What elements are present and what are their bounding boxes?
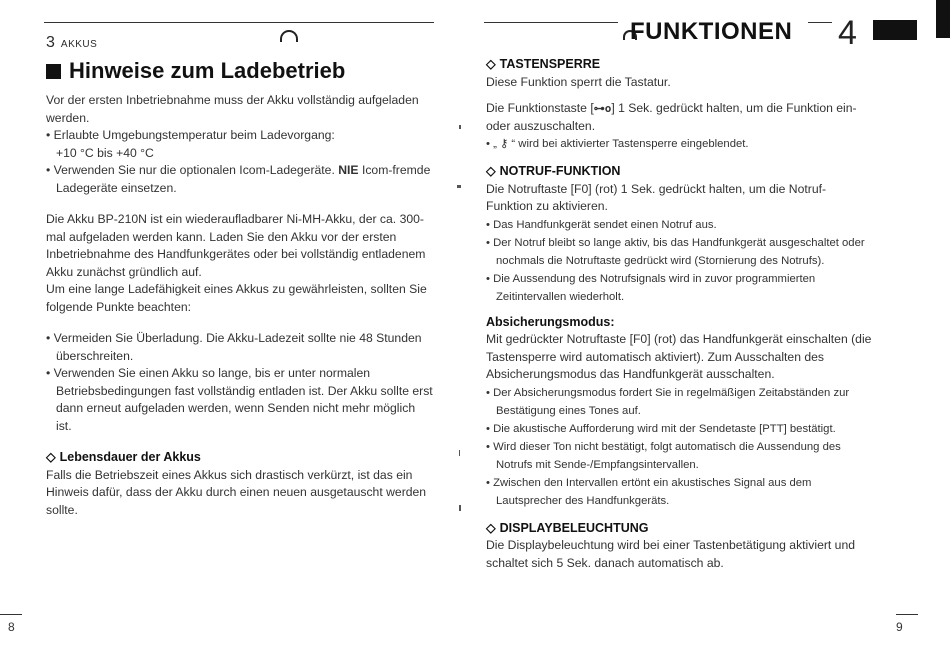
footer-rule — [896, 614, 918, 615]
bullet-item: • Verwenden Sie einen Akku so lange, bis er unter normalen Betriebsbedingungen fast vollständig entladen ist. Der Akku sollte erst dann erneut aufgeladen werden, wenn Senden nicht mehr möglich ist. — [46, 366, 433, 433]
square-bullet-icon — [46, 64, 61, 79]
paragraph: Die Akku BP-210N ist ein wiederaufladbarer Ni-MH-Akku, der ca. 300-mal aufgeladen werden kann. Laden Sie den Akku vor der ersten Inbetriebnahme des Handfunkgerätes oder bei vollständig entladenem Akku zunächst gründlich auf. — [46, 212, 426, 279]
paragraph: Falls die Betriebszeit eines Akkus sich drastisch verkürzt, ist das ein Hinweis dafür, dass der Akku durch einen neuen ausgetauscht werden sollte. — [46, 467, 427, 517]
corner-tab — [936, 0, 950, 38]
left-page — [0, 0, 470, 652]
bullet-item: • Der Absicherungsmodus fordert Sie in regelmäßigen Zeitabständen zur Bestätigung eines Tones auf. — [486, 386, 850, 417]
gutter-mark — [459, 505, 461, 511]
subsection-heading: Absicherungsmodus: — [486, 314, 615, 329]
diamond-icon: ◇ — [486, 520, 496, 535]
gutter-mark — [457, 185, 461, 188]
left-body — [46, 92, 434, 519]
diamond-icon: ◇ — [46, 450, 56, 464]
header-rule — [44, 22, 434, 23]
antenna-icon — [280, 30, 298, 42]
paragraph: Die Notruftaste [F0] (rot) 1 Sek. gedrückt halten, um die Notruf-Funktion zu aktivieren. — [486, 181, 827, 213]
diamond-icon: ◇ — [486, 164, 496, 178]
section-heading: ◇ Lebensdauer der Akkus — [46, 450, 201, 464]
paragraph: Mit gedrückter Notruftaste [F0] (rot) das Handfunkgerät einschalten (die Tastensperre wird automatisch aktiviert). Zum Ausschalten des Absicherungsmodus das Handfunkgerät ausschalten. — [486, 332, 872, 381]
bullet-sub: +10 °C bis +40 °C — [56, 145, 154, 160]
bullet-item: • Der Notruf bleibt so lange aktiv, bis das Handfunkgerät ausgeschaltet oder nochmals die Notruftaste gedrückt wird (Stornierung des Notrufs). — [486, 236, 865, 267]
bullet-item: • Vermeiden Sie Überladung. Die Akku-Ladezeit sollte nie 48 Stunden überschreiten. — [46, 331, 422, 363]
bullet-item: • Die Aussendung des Notrufsignals wird in zuvor programmierten Zeitintervallen wiederholt. — [486, 272, 816, 303]
chapter-number: 3 — [46, 34, 55, 51]
page-number: 9 — [896, 620, 903, 634]
bullet-item: • „ ⚷ “ wird bei aktivierter Tastensperre eingeblendet. — [486, 138, 749, 150]
chapter-header — [46, 34, 97, 52]
page-number: 8 — [8, 620, 15, 634]
right-body — [486, 56, 872, 572]
section-heading: ◇ NOTRUF-FUNKTION — [486, 164, 621, 178]
gutter-mark — [459, 450, 460, 456]
section-heading: ◇ DISPLAYBELEUCHTUNG — [486, 520, 649, 535]
chapter-title: FUNKTIONEN — [630, 18, 793, 45]
page-title — [46, 58, 345, 84]
bullet-item: • Zwischen den Intervallen ertönt ein akustisches Signal aus dem Lautsprecher des Handfunkgeräts. — [486, 476, 812, 507]
bullet-item: • Verwenden Sie nur die optionalen Icom-Ladegeräte. NIE Icom-fremde Ladegeräte einsetzen. — [46, 163, 431, 195]
header-rule — [808, 22, 832, 23]
bullet-item: • Das Handfunkgerät sendet einen Notruf aus. — [486, 218, 717, 231]
page-title-text: Hinweise zum Ladebetrieb — [69, 58, 346, 83]
chapter-label: AKKUS — [60, 39, 98, 50]
header-rule — [484, 22, 618, 23]
chapter-tab — [873, 20, 917, 40]
section-heading: ◇ TASTENSPERRE — [486, 57, 601, 71]
paragraph: Um eine lange Ladefähigkeit eines Akkus zu gewährleisten, sollten Sie folgende Punkte beachten: — [46, 282, 427, 314]
diamond-icon: ◇ — [486, 57, 496, 71]
bullet-item: • Die akustische Aufforderung wird mit der Sendetaste [PTT] bestätigt. — [486, 422, 836, 435]
paragraph: Die Funktionstaste [⊶o] 1 Sek. gedrückt halten, um die Funktion ein- oder auszuschalten. — [486, 101, 857, 133]
chapter-number: 4 — [838, 14, 857, 52]
footer-rule — [0, 614, 22, 615]
bullet-item: • Wird dieser Ton nicht bestätigt, folgt automatisch die Aussendung des Notrufs mit Sende-/Empfangsintervallen. — [486, 440, 841, 471]
paragraph: Diese Funktion sperrt die Tastatur. — [486, 74, 671, 89]
bullet-item: • Erlaubte Umgebungstemperatur beim Ladevorgang: — [46, 128, 335, 142]
paragraph: Die Displaybeleuchtung wird bei einer Tastenbetätigung aktiviert und schaltet sich 5 Sek. danach automatisch ab. — [486, 538, 856, 570]
key-lock-icon: ⊶o — [593, 102, 612, 115]
paragraph: Vor der ersten Inbetriebnahme muss der Akku vollständig aufgeladen werden. — [46, 93, 419, 125]
gutter-mark — [459, 125, 461, 129]
